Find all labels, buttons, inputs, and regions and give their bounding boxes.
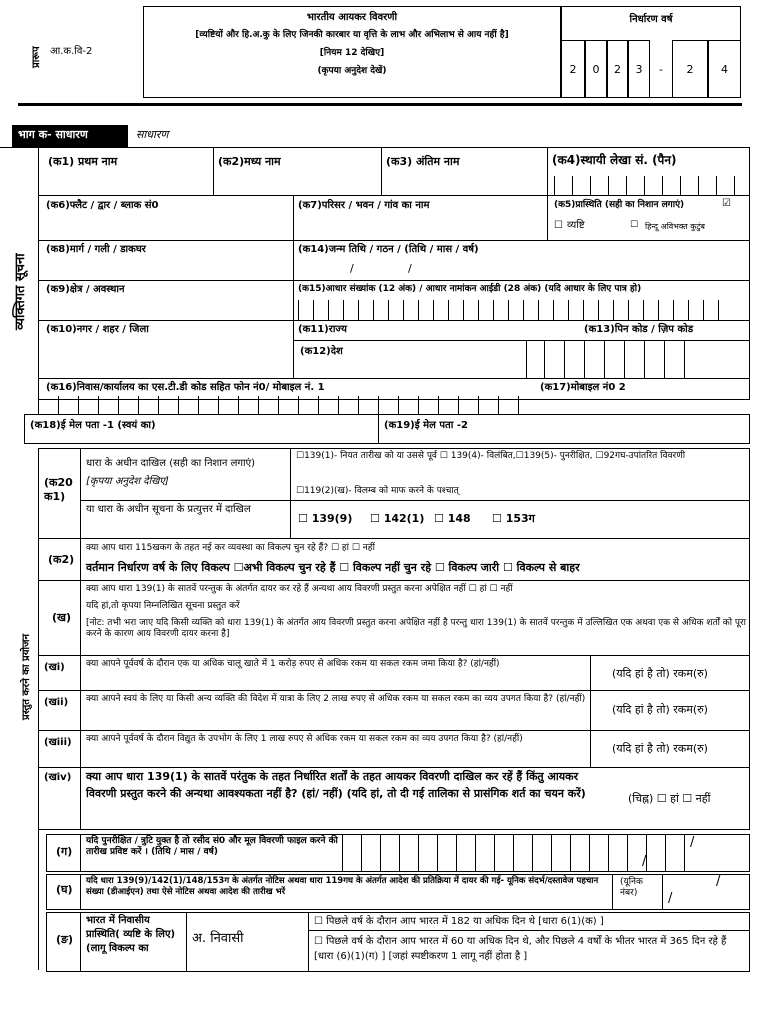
ng-resident: अ. निवासी [192,931,244,946]
ay-label: निर्धारण वर्ष [629,14,673,25]
cell-divider [532,834,533,872]
sec-142-1[interactable]: ☐ 142(1) [370,512,425,525]
state-label: (क11)राज्य [298,324,347,335]
k2-label: (क2) [48,553,75,566]
status-opt-huf-checkbox[interactable]: ☐ [630,220,639,230]
cell-divider [608,834,609,872]
cell-divider [624,340,625,378]
kh-question-2: यदि हां,तो कृपया निम्नलिखित सूचना प्रस्तुत करें [86,601,240,611]
ng-label: (ङ) [56,933,74,946]
cell-divider [627,834,628,872]
cell-divider [664,340,665,378]
cell-divider [178,396,179,414]
ay-digit: 0 [592,63,600,76]
kh-question[interactable]: क्या आप धारा 139(1) के सातवें परन्तुक के अंतर्गत दायर कर रहे हैं अन्यथा आय विवरणी प्रस्तुत करना अपेक्षित नहीं ☐ हां ☐ नहीं [86,584,513,594]
cell-divider [58,396,59,414]
cell-divider [703,300,704,320]
cell-divider [433,300,434,320]
cell-divider [278,396,279,414]
cell-divider [662,176,663,195]
cell-divider [298,300,299,320]
cell-divider [380,834,381,872]
cell-divider [418,300,419,320]
premises-label: (क7)परिसर / भवन / गांव का नाम [298,200,430,211]
cell-divider [313,300,314,320]
form-subtitle-3: (कृपया अनुदेश देखें) [317,66,387,76]
cell-divider [456,834,457,872]
cell-divider [698,176,699,195]
road-label: (क8)मार्ग / गली / डाकघर [46,244,146,255]
cell-divider [158,396,159,414]
cell-divider [388,300,389,320]
cell-divider [684,834,685,872]
flat-label: (क6)फ्लैट / द्वार / ब्लाक सं0 [46,200,159,211]
ay-digit: - [659,63,663,76]
cell-divider [658,300,659,320]
ay-digit: 3 [635,63,643,76]
cell-divider [538,300,539,320]
first-name-label: (क1) प्रथम नाम [48,155,118,168]
cell-divider [584,340,585,378]
a20-options[interactable]: ☐139(1)- नियत तारीख को या उससे पूर्व ☐ 139(4)- विलंबित,☐139(5)- पुनरीक्षित, ☐92गघ-उपांतरित विवरणी [296,451,686,461]
ng-option-1[interactable]: ☐ पिछले वर्ष के दौरान आप भारत में 182 या अधिक दिन थे [धारा 6(1)(क) ] [314,916,604,927]
middle-name-label: (क2)मध्य नाम [218,155,281,168]
cell-divider [564,340,565,378]
cell-divider [218,396,219,414]
cell-divider [358,396,359,414]
city-label: (क10)नगर / शहर / जिला [46,324,149,335]
ay-digit: 2 [569,63,577,76]
cell-divider [463,300,464,320]
cell-divider [399,834,400,872]
khii-question: क्या आपने स्वयं के लिए या किसी अन्य व्यक्ति की विदेश में यात्रा के लिए 2 लाख रुपए से अधिक रकम या सकल रकम का व्यय उपगत किया है? (हां/नहीं) [86,694,586,704]
gh-question: यदि धारा 139(9)/142(1)/148/153ग के अंतर्गत नोटिस अथवा धारा 119गघ के अंतर्गत आदेश की प्रतिक्रिया में दायर की गई- यूनिक संदर्भ/दस्तावेज पहचान संख्या (डीआईएन) तथा ऐसे नोटिस अथवा आदेश की तारीख भरें [86,876,599,897]
cell-divider [418,396,419,414]
form-subtitle-1: [व्यष्टियों और हि.अ.कु के लिए जिनकी कारबार या वृत्ति के लाभ और अभिलाभ से आय नहीं है] [195,30,509,40]
g-question: यदि पुनरीक्षित / त्रुटि युक्त है तो रसीद सं0 और मूल विवरणी फाइल करने की तारीख प्रविष्ट करें । (तिथि / मास / वर्ष) [86,836,338,858]
cell-divider [613,300,614,320]
pincode-label: (क13)पिन कोड / ज़िप कोड [584,324,694,335]
kh-note: [नोट: तभी भरा जाए यदि किसी व्यक्ति को धारा 139(1) के अंतर्गत आय विवरणी प्रस्तुत करना अपेक्षित नहीं है परन्तु धारा 139(1) के सातवें परन्तुक में उल्लिखित एक अथवा एक से अधिक शर्तों को पूरा करने के कारण आय विवरणी दायर करना है] [86,618,747,640]
header-rule [18,103,742,106]
cell-divider [665,834,666,872]
form-code: आ.क.वि-2 [50,46,93,57]
cell-divider [644,340,645,378]
cell-divider [238,396,239,414]
sec-139-9[interactable]: ☐ 139(9) [298,512,353,525]
cell-divider [734,176,735,195]
personal-info-side-label: व्यक्तिगत सूचना [13,253,28,330]
status-label: (क5)प्रास्थिति (सही का निशान लगाएं) [554,200,685,210]
cell-divider [604,340,605,378]
cell-divider [673,300,674,320]
sec-148[interactable]: ☐ 148 [434,512,471,525]
cell-divider [138,396,139,414]
cell-divider [358,300,359,320]
part-a-tag2: साधारण [136,128,169,141]
khi-label: (खi) [44,662,65,673]
kh-label: (ख) [52,611,72,624]
khi-amount[interactable]: (यदि हां है तो) रकम(रु) [612,667,708,680]
cell-divider [328,300,329,320]
cell-divider [493,300,494,320]
dob-label: (क14)जन्म तिथि / गठन / (तिथि / मास / वर्ष) [298,244,479,255]
sec-153c[interactable]: ☐ 153ग [492,512,535,525]
khi-question: क्या आपने पूर्ववर्ष के दौरान एक या अधिक चालू खाते में 1 करोड़ रुपए से अधिक रकम या सकल रकम जमा किया है? (हां/नहीं) [86,659,500,669]
k2-options[interactable]: वर्तमान निर्धारण वर्ष के लिए विकल्प ☐अभी विकल्प चुन रहे हैं ☐ विकल्प नहीं चुन रहे ☐ विकल्प जारी ☐ विकल्प से बाहर [86,561,580,574]
ay-digit: 4 [721,63,728,76]
khii-label: (खii) [44,697,69,708]
cell-divider [398,396,399,414]
cell-divider [643,300,644,320]
cell-divider [626,176,627,195]
cell-divider [628,300,629,320]
cell-divider [361,834,362,872]
g-label: (ग) [56,845,73,858]
cell-divider [518,396,519,414]
cell-divider [318,396,319,414]
cell-divider [589,834,590,872]
cell-divider [38,396,39,414]
a20-option-condonation[interactable]: ☐119(2)(ख)- विलम्ब को माफ करने के पश्चात् [296,486,459,496]
form-subtitle-2: [नियम 12 देखिए] [319,48,385,58]
ay-digit: 2 [614,63,621,76]
status-opt-huf: हिन्दू अविभक्त कुटुंब [645,222,705,231]
cell-divider [680,176,681,195]
cell-divider [458,396,459,414]
a20-question: धारा के अधीन दाखिल (सही का निशान लगाएं) [86,458,256,469]
a20-notice-question: या धारा के अधीन सूचना के प्रत्युत्तर में दाखिल [86,504,251,515]
country-label: (क12)देश [300,346,343,357]
cell-divider [583,300,584,320]
cell-divider [438,396,439,414]
gh-label: (घ) [56,883,73,896]
aadhaar-label: (क15)आधार संख्यांक (12 अंक) / आधार नामांकन आईडी (28 अंक) (यदि आधार के लिए पात्र हो) [298,284,642,294]
cell-divider [716,176,717,195]
cell-divider [373,300,374,320]
cell-divider [544,340,545,378]
status-opt-individual-checkbox[interactable]: ☐ [554,220,563,231]
cell-divider [298,396,299,414]
status-checkbox[interactable]: ☑ [722,198,731,209]
cell-divider [570,834,571,872]
cell-divider [378,396,379,414]
khiv-answer[interactable]: (चिह्न) ☐ हां ☐ नहीं [628,792,711,805]
khiii-label: (खiii) [44,737,72,748]
cell-divider [523,300,524,320]
ng-question: भारत में निवासीय प्रास्थिति( व्यष्टि के लिए) (लागू विकल्प का [86,915,176,954]
k2-question[interactable]: क्या आप धारा 115खकग के तहत नई कर व्यवस्था का विकल्प चुन रहे हैं? ☐ हां ☐ नहीं [86,543,375,553]
khii-amount[interactable]: (यदि हां है तो) रकम(रु) [612,703,708,716]
cell-divider [608,176,609,195]
cell-divider [498,396,499,414]
cell-divider [448,300,449,320]
cell-divider [688,300,689,320]
khiii-amount[interactable]: (यदि हां है तो) रकम(रु) [612,742,708,755]
khiv-question: क्या आप धारा 139(1) के सातवें परंतुक के तहत निर्धारित शर्तों के तहत आयकर विवरणी दाखिल कर रहें हैं किंतु आयकर विवरणी प्रस्तुत करने की अन्यथा आवश्यकता नहीं है? (हां/ नहीं) (यदि हां, तो दी गई तालिका से प्रासंगिक शर्त का चयन करें) [86,770,586,800]
cell-divider [590,176,591,195]
cell-divider [78,396,79,414]
cell-divider [508,300,509,320]
cell-divider [551,834,552,872]
cell-divider [342,834,343,872]
cell-divider [553,300,554,320]
cell-divider [684,340,685,378]
email2-label: (क19)ई मेल पता -2 [384,420,468,431]
filing-side-label: प्रस्तुत करने का प्रयोजन [21,633,32,720]
status-opt-individual: व्यष्टि [567,220,585,231]
cell-divider [494,834,495,872]
khiii-question: क्या आपने पूर्ववर्ष के दौरान विद्युत के उपभोग के लिए 1 लाख रुपए से अधिक रकम या सकल रकम का व्यय उपगत किया है? (हां/नहीं) [86,734,523,744]
cell-divider [718,300,719,320]
khiv-label: (खiv) [44,772,72,783]
cell-divider [554,176,555,195]
cell-divider [118,396,119,414]
cell-divider [572,176,573,195]
email1-label: (क18)ई मेल पता -1 (स्वयं का) [30,420,156,431]
cell-divider [98,396,99,414]
cell-divider [418,834,419,872]
last-name-label: (क3) अंतिम नाम [386,155,460,168]
cell-divider [437,834,438,872]
ng-option-2[interactable]: ☐ पिछले वर्ष के दौरान आप भारत में 60 या अधिक दिन थे, और पिछले 4 वर्षों के भीतर भारत में 365 दिन रहे हैं [धारा (6)(1)(ग) ] [जहां स्पष्टीकरण 1 लागू नहीं होता है ] [314,936,727,962]
cell-divider [568,300,569,320]
phone-label: (क16)निवास/कार्यालय का एस.टी.डी कोड सहित फोन नं0/ मोबाइल नं. 1 [46,382,325,393]
mobile2-label: (क17)मोबाइल नं0 2 [540,382,626,393]
cell-divider [598,300,599,320]
cell-divider [338,396,339,414]
ay-digit: 2 [686,63,694,76]
cell-divider [513,834,514,872]
cell-divider [403,300,404,320]
cell-divider [343,300,344,320]
form-label: प्रारूप [31,46,42,68]
a20-note: [कृपया अनुदेश देखिए] [86,476,169,487]
a20-label: (क20 क1) [44,476,73,503]
pan-label: (क4)स्थायी लेखा सं. (पैन) [552,153,677,167]
area-label: (क9)क्षेत्र / अवस्थान [46,284,125,295]
cell-divider [478,396,479,414]
cell-divider [258,396,259,414]
part-a-tag: भाग क- साधारण [18,128,88,141]
cell-divider [198,396,199,414]
cell-divider [644,176,645,195]
gh-unique: (यूनिक नंबर) [620,877,643,899]
cell-divider [478,300,479,320]
cell-divider [475,834,476,872]
form-title: भारतीय आयकर विवरणी [306,12,398,23]
